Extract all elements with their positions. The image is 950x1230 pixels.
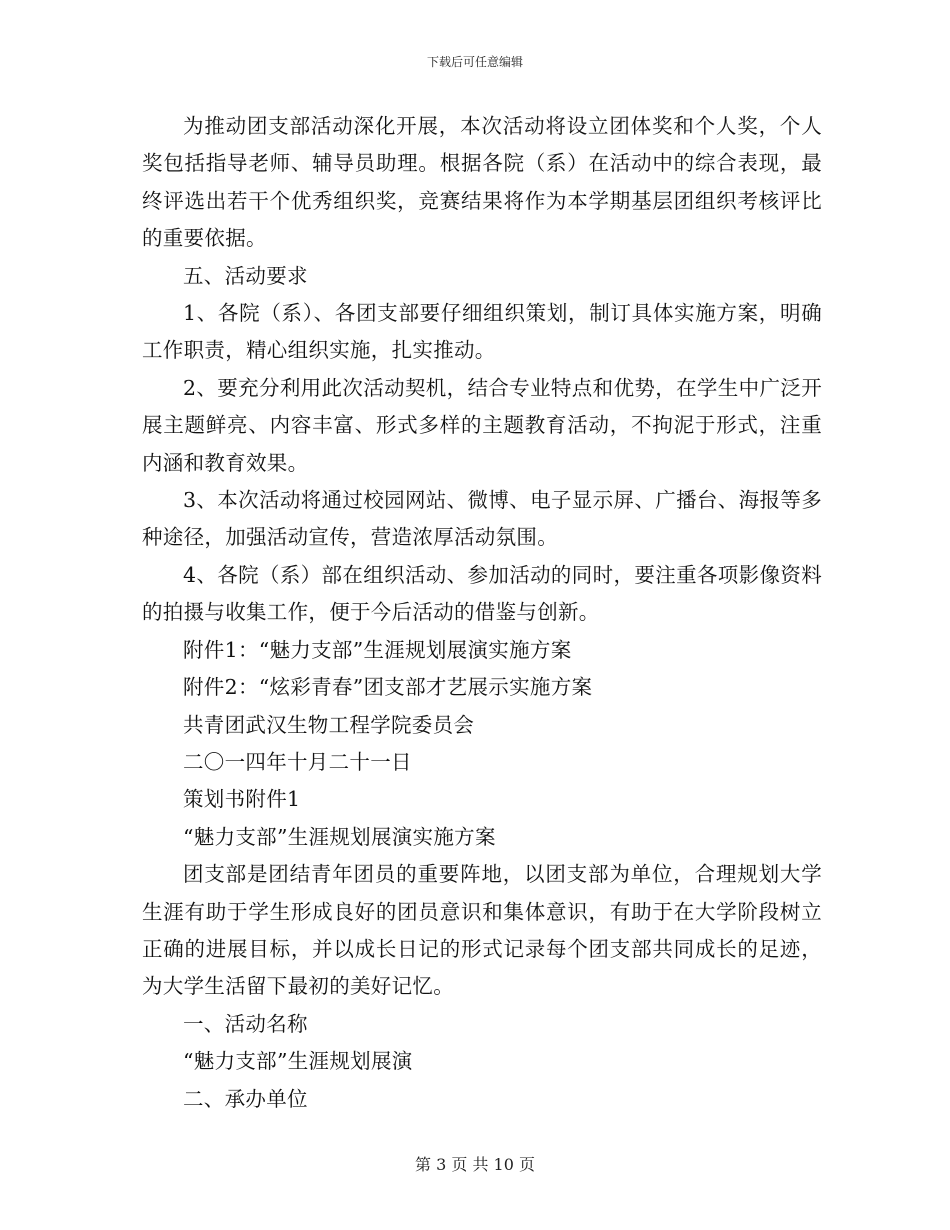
requirement-2: 2、要充分利用此次活动契机，结合专业特点和优势，在学生中广泛开展主题鲜亮、内容丰富、形式多样的主题教育活动，不拘泥于形式，注重内涵和教育效果。 [142, 375, 822, 475]
signature-date: 二〇一四年十月二十一日 [183, 749, 412, 774]
requirement-4: 4、各院（系）部在组织活动、参加活动的同时，要注重各项影像资料的拍摄与收集工作，便于今后活动的借鉴与创新。 [142, 562, 822, 625]
activity-name: “魅力支部”生涯规划展演 [183, 1049, 413, 1074]
heading-requirements: 五、活动要求 [183, 263, 308, 288]
heading-organizer: 二、承办单位 [183, 1086, 308, 1111]
signature-organization: 共青团武汉生物工程学院委员会 [183, 712, 475, 737]
paragraph-awards: 为推动团支部活动深化开展，本次活动将设立团体奖和个人奖，个人奖包括指导老师、辅导员助理。根据各院（系）在活动中的综合表现，最终评选出若干个优秀组织奖，竞赛结果将作为本学期基层团组织考核评比的重要依据。 [142, 114, 822, 251]
document-body [142, 108, 822, 1118]
paragraph-intro: 团支部是团结青年团员的重要阵地，以团支部为单位，合理规划大学生涯有助于学生形成良好的团员意识和集体意识，有助于在大学阶段树立正确的进展目标，并以成长日记的形式记录每个团支部共同成长的足迹，为大学生活留下最初的美好记忆。 [142, 862, 822, 999]
appendix-title: “魅力支部”生涯规划展演实施方案 [183, 824, 496, 849]
page-number-footer: 第 3 页 共 10 页 [415, 1155, 535, 1174]
requirement-1: 1、各院（系）、各团支部要仔细组织策划，制订具体实施方案，明确工作职责，精心组织实施，扎实推动。 [142, 301, 822, 363]
appendix-label: 策划书附件1 [183, 787, 301, 812]
heading-activity-name: 一、活动名称 [183, 1011, 308, 1036]
requirement-3: 3、本次活动将通过校园网站、微博、电子显示屏、广播台、海报等多种途径，加强活动宣传，营造浓厚活动氛围。 [142, 488, 822, 550]
attachment-2: 附件2：“炫彩青春”团支部才艺展示实施方案 [183, 675, 593, 700]
attachment-1: 附件1：“魅力支部”生涯规划展演实施方案 [183, 637, 572, 662]
page-header-note: 下载后可任意编辑 [426, 55, 523, 69]
